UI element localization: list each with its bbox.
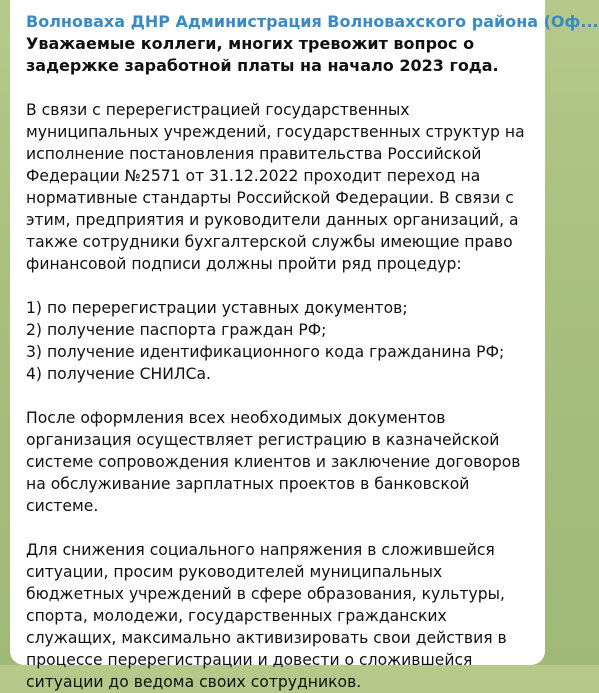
spacer: [26, 275, 529, 297]
procedure-list: [26, 297, 529, 385]
message-paragraph-3: Для снижения социального напряжения в сложившейся ситуации, просим руководителей муниципальных бюджетных учреждений в сфере образования, культуры, спорта, молодежи, государственных гражданских служащих, максимально активизировать свои действия в процессе перерегистрации и довести о сложившейся ситуации до ведома своих сотрудников.: [26, 541, 507, 691]
message-bubble: [10, 0, 599, 691]
list-item: 2) получение паспорта граждан РФ;: [26, 321, 327, 339]
message-lead: Уважаемые коллеги, многих тревожит вопрос о задержке заработной платы на начало 2023 года.: [26, 34, 499, 75]
spacer: [26, 385, 529, 407]
message-paragraph-2: После оформления всех необходимых документов организация осуществляет регистрацию в казначейской системе сопровождения клиентов и заключение договоров на обслуживание зарплатных проектов в банковской системе.: [26, 409, 521, 515]
message-paragraph-1: В связи с перерегистрацией государственных муниципальных учреждений, государственных структур на исполнение постановления правительства Российской Федерации №2571 от 31.12.2022 проходит переход на нормативные стандарты Российской Федерации. В связи с этим, предприятия и руководители данных организаций, а также сотрудники бухгалтерской службы имеющие право финансовой подписи должны пройти ряд процедур:: [26, 101, 525, 273]
list-item: 3) получение идентификационного кода гражданина РФ;: [26, 343, 505, 361]
spacer: [26, 77, 529, 99]
spacer: [26, 517, 529, 539]
channel-title[interactable]: Волноваха ДНР Администрация Волновахского района (Оф...: [26, 12, 599, 31]
list-item: 1) по перерегистрации уставных документов;: [26, 299, 408, 317]
list-item: 4) получение СНИЛСа.: [26, 365, 211, 383]
